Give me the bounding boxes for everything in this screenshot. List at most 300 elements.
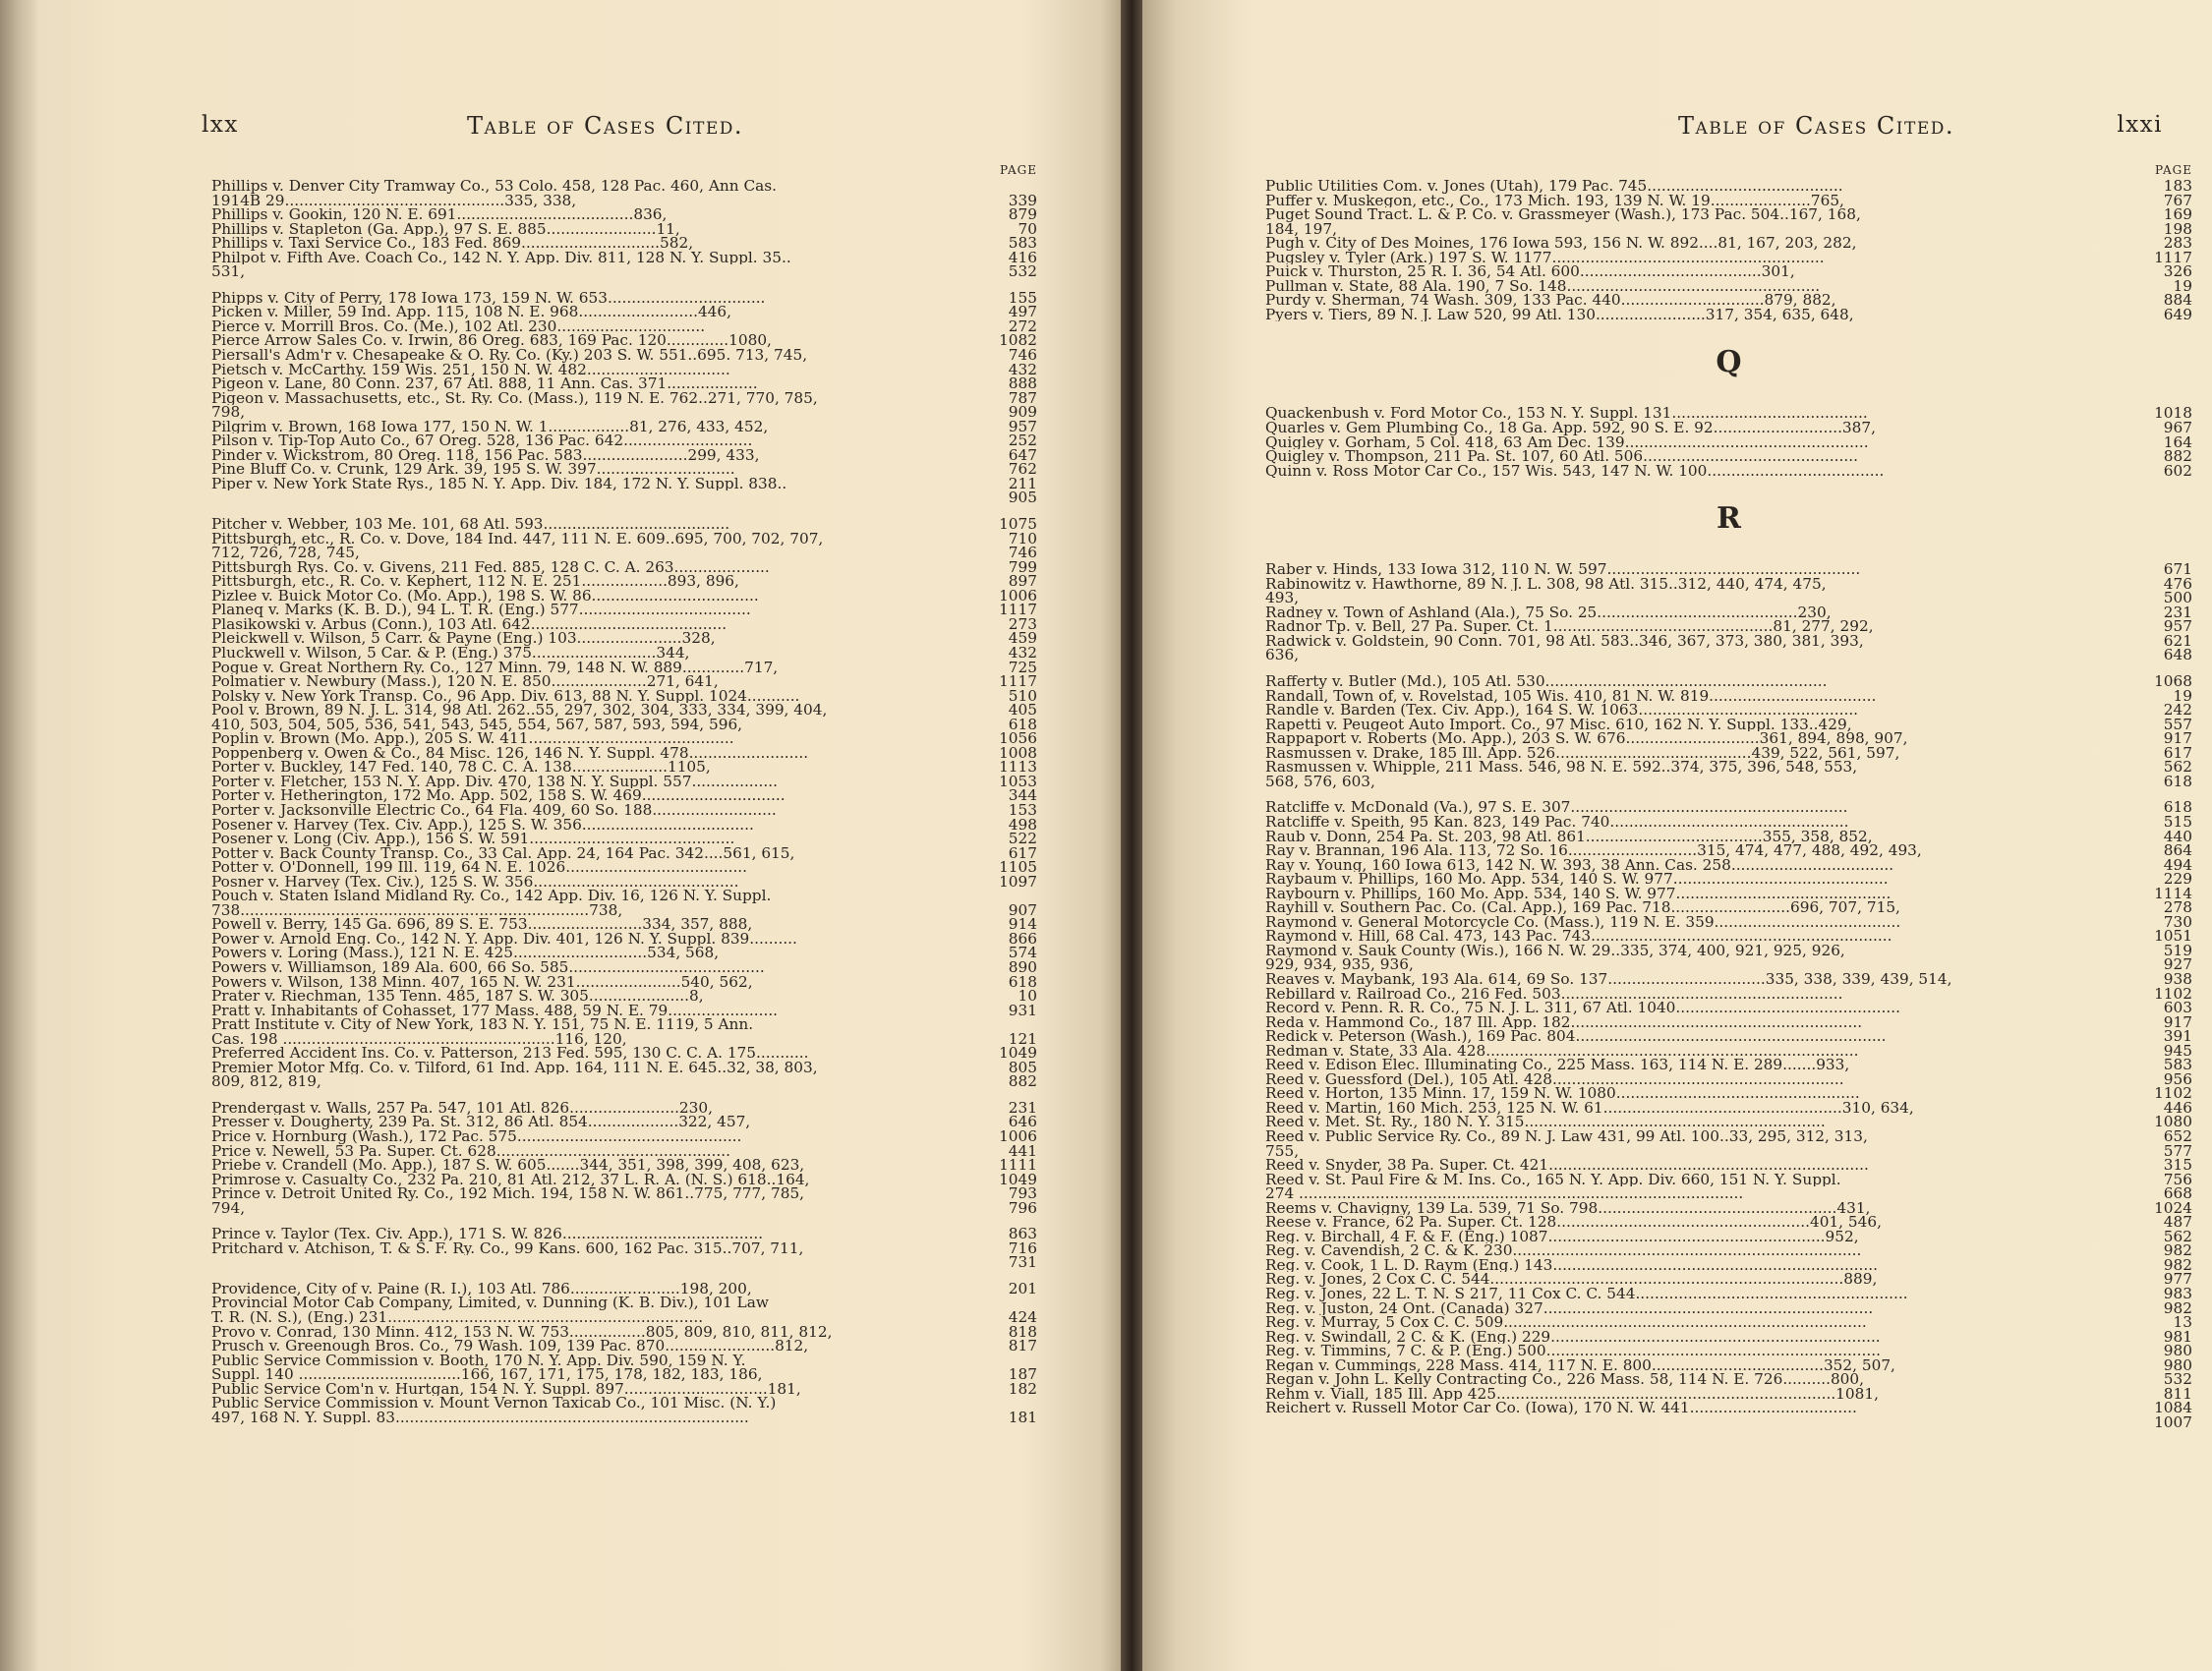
page-reference: 1097 [999,872,1037,891]
case-entry [211,529,1037,547]
case-entry [211,603,1037,617]
case-citation: Porter v. Buckley, 147 Fed. 140, 78 C. C. A. 138....................1105, [211,760,711,775]
page-reference: 1113 [999,758,1037,777]
case-citation: Pullman v. State, 88 Ala. 190, 7 So. 148..................................................... [1265,278,1821,294]
page-reference: 405 [1008,701,1037,720]
page-reference: 980 [2163,1342,2192,1360]
case-entry [211,946,1037,960]
case-citation: Preferred Accident Ins. Co. v. Patterson, 213 Fed. 595, 130 C. C. A. 175........... [211,1046,809,1061]
page-reference: 767 [2163,191,2192,209]
case-citation: Regan v. Cummings, 228 Mass. 414, 117 N. E. 800....................................352, 507, [1265,1357,1895,1373]
page-reference: 1068 [2154,672,2192,691]
case-entry [1265,1272,2192,1287]
case-entry [1265,574,2192,593]
page-reference: 519 [2163,941,2192,959]
page-reference: 273 [1008,614,1037,633]
page-reference: 905 [1008,489,1037,507]
case-entry [211,288,1037,307]
case-entry [211,1074,1037,1089]
page-reference: 562 [2163,1227,2192,1245]
page-reference: 522 [1008,830,1037,848]
page-reference: 583 [2163,1056,2192,1074]
page-folio: lxxi [2117,112,2163,138]
case-entry [1265,912,2192,931]
page-reference: 19 [2173,276,2192,295]
case-entry [211,929,1037,948]
page-reference: 787 [1008,388,1037,407]
case-citation: Pilson v. Tip-Top Auto Co., 67 Oreg. 528, 136 Pac. 642........................... [211,433,753,448]
page-reference: 1080 [2154,1113,2192,1131]
case-entry [1265,276,2192,295]
case-citation: Raymond v. Sauk County (Wis.), 166 N. W. 29..335, 374, 400, 921, 925, 926, [1265,943,1845,958]
case-entry [211,1001,1037,1019]
case-citation: Radnor Tp. v. Bell, 27 Pa. Super. Ct. 1..............................................81, 277, 292, [1265,619,1874,634]
page-reference: 577 [2163,1141,2192,1160]
page-reference: 884 [2163,291,2192,310]
case-entry [1265,969,2192,988]
page-reference: 557 [2163,715,2192,733]
case-entry [211,674,1037,689]
case-entry [211,1198,1037,1217]
case-entry [1265,1170,2192,1188]
case-citation: Quinn v. Ross Motor Car Co., 157 Wis. 543, 147 N. W. 100..................................... [1265,463,1885,479]
page-reference: 440 [2163,827,2192,845]
case-entry [1265,1069,2192,1088]
page-reference: 982 [2163,1241,2192,1260]
case-entry [211,557,1037,576]
page-reference: 229 [2163,870,2192,889]
case-citation: Radney v. Town of Ashland (Ala.), 75 So. 25..........................................230, [1265,605,1832,620]
case-citation: Phillips v. Stapleton (Ga. App.), 97 S. E. 885.......................11, [211,221,680,237]
page-reference: 510 [1008,686,1037,705]
case-citation: Pluckwell v. Wilson, 5 Car. & P. (Eng.) 375..........................344, [211,645,690,661]
case-entry [211,1029,1037,1048]
case-entry [1265,1384,2192,1403]
case-citation: Pigeon v. Massachusetts, etc., St. Ry. Co. (Mass.), 119 N. E. 762..271, 770, 785, [211,390,818,406]
case-citation: Phipps v. City of Perry, 178 Iowa 173, 159 N. W. 653................................. [211,290,766,306]
case-citation: Pilgrim v. Brown, 168 Iowa 177, 150 N. W. 1.................81, 276, 433, 452, [211,419,769,434]
case-citation: 755, [1265,1143,1300,1159]
case-entry [1265,432,2192,451]
case-citation: Reg. v. Cavendish, 2 C. & K. 230......................................................................... [1265,1243,1862,1258]
page-reference: 1049 [999,1044,1037,1063]
case-citation: Potter v. O'Donnell, 199 Ill. 119, 64 N. E. 1026...................................... [211,860,748,875]
page-reference: 756 [2163,1170,2192,1188]
case-entry [1265,1287,2192,1301]
case-entry [1265,1344,2192,1358]
page-reference: 907 [1008,900,1037,919]
case-citation: Ratcliffe v. Speith, 95 Kan. 823, 149 Pac. 740.................................................. [1265,814,1849,830]
case-entry [1265,715,2192,733]
case-citation: Rasmussen v. Whipple, 211 Mass. 546, 98 N. E. 592..374, 375, 396, 548, 553, [1265,760,1858,775]
page-reference: 459 [1008,629,1037,648]
case-citation: T. R. (N. S.), (Eng.) 231.................................................................. [211,1310,704,1325]
case-citation: Powers v. Loring (Mass.), 121 N. E. 425............................534, 568, [211,946,720,960]
case-entry [211,1279,1037,1297]
page-reference: 799 [1008,557,1037,576]
page-reference: 957 [2163,617,2192,636]
page-reference: 716 [1008,1239,1037,1257]
page-reference: 1084 [2154,1399,2192,1417]
case-citation: Regan v. John L. Kelly Contracting Co., 226 Mass. 58, 114 N. E. 726..........800, [1265,1372,1865,1387]
case-citation: Prendergast v. Walls, 257 Pa. 547, 101 Atl. 826.......................230, [211,1100,713,1116]
case-entry [211,686,1037,705]
page-reference: 982 [2163,1255,2192,1274]
case-entry [211,319,1037,334]
case-citation: Reems v. Chavigny, 139 La. 539, 71 So. 798..................................................431, [1265,1200,1871,1216]
case-entry [211,445,1037,464]
case-entry [211,743,1037,762]
page-reference: 1075 [999,515,1037,534]
case-entry [211,360,1037,378]
book-gutter [1121,0,1142,1671]
page-reference: 648 [2163,646,2192,664]
case-entry [1265,1141,2192,1160]
page-reference: 283 [2163,234,2192,253]
case-citation: Rasmussen v. Drake, 185 Ill. App. 526.........................................439, 522, 561, 597, [1265,745,1900,761]
case-entry [211,643,1037,662]
case-citation: Reed v. Martin, 160 Mich. 253, 125 N. W. 61..................................................310, 634, [1265,1100,1914,1116]
case-entry [1265,1098,2192,1117]
case-citation: Price v. Hornburg (Wash.), 172 Pac. 575............................................... [211,1129,742,1144]
case-citation: Reg. v. Jones, 2 Cox C. C. 544..........................................................................889, [1265,1272,1878,1287]
page-reference: 70 [1018,219,1037,238]
case-entry [211,1129,1037,1144]
page-reference: 211 [1008,474,1037,492]
case-entry [211,517,1037,532]
case-citation: Rafferty v. Butler (Md.), 105 Atl. 530........................................................... [1265,674,1828,689]
case-entry [211,614,1037,633]
case-entry [211,1227,1037,1241]
case-entry [211,760,1037,775]
page-reference: 13 [2173,1313,2192,1332]
page-reference: 671 [2163,560,2192,579]
case-entry [1265,179,2192,194]
case-entry [211,348,1037,363]
case-entry [1265,236,2192,251]
case-entry [1265,1372,2192,1387]
page-reference: 1105 [999,858,1037,877]
case-citation: Pinder v. Wickstrom, 80 Oreg. 118, 156 Pac. 583......................299, 433, [211,447,760,463]
running-title: Table of Cases Cited. [1678,112,1955,140]
page-reference: 1024 [2154,1198,2192,1217]
page-reference: 793 [1008,1184,1037,1203]
case-citation: Piper v. New York State Rys., 185 N. Y. App. Div. 184, 172 N. Y. Suppl. 838.. [211,476,787,491]
case-citation: Public Service Commission v. Booth, 170 N. Y. App. Div. 590, 159 N. Y. [211,1353,746,1368]
case-citation: Reg. v. Juston, 24 Ont. (Canada) 327..................................................................... [1265,1300,1874,1316]
case-entry [1265,1029,2192,1044]
page-reference: 574 [1008,944,1037,962]
page-reference: 441 [1008,1141,1037,1160]
case-entry [211,1115,1037,1129]
page-reference: 897 [1008,572,1037,591]
case-citation: Reed v. Horton, 135 Minn. 17, 159 N. W. 1080................................................... [1265,1086,1860,1101]
page-reference: 19 [2173,686,2192,705]
case-entry [1265,1401,2192,1415]
case-citation: Porter v. Hetherington, 172 Mo. App. 502, 158 S. W. 469.............................. [211,788,786,803]
case-entry [211,248,1037,266]
case-entry [1265,1115,2192,1129]
case-citation: Raymond v. Hill, 68 Cal. 473, 143 Pac. 743............................................................... [1265,929,1892,944]
case-entry [211,843,1037,862]
page-reference: 315 [2163,1156,2192,1175]
case-citation: Pratt Institute v. City of New York, 183 N. Y. 151, 75 N. E. 1119, 5 Ann. [211,1017,754,1032]
case-entry [1265,941,2192,959]
case-entry [211,917,1037,932]
page-reference: 938 [2163,969,2192,988]
page-reference: 1102 [2154,984,2192,1003]
page-reference: 515 [2163,812,2192,831]
case-entry [211,264,1037,279]
page-reference: 981 [2163,1327,2192,1346]
case-citation: Phillips v. Denver City Tramway Co., 53 Colo. 458, 128 Pac. 460, Ann Cas. [211,179,778,194]
page-reference: 762 [1008,460,1037,479]
case-entry [211,1046,1037,1061]
case-citation: Reg. v. Murray, 5 Cox C. C. 509............................................................................ [1265,1315,1867,1330]
page-reference: 668 [2163,1184,2192,1203]
case-citation: Reed v. Edison Elec. Illuminating Co., 225 Mass. 163, 114 N. E. 289.......933, [1265,1058,1850,1072]
case-citation: Pierce Arrow Sales Co. v. Irwin, 86 Oreg. 683, 169 Pac. 120.............1080, [211,333,772,349]
case-entry [1265,1001,2192,1015]
case-citation: Puick v. Thurston, 25 R. I. 36, 54 Atl. 600......................................301, [1265,264,1795,279]
case-entry [1265,1315,2192,1330]
case-entry [1265,305,2192,323]
page-reference: 617 [2163,743,2192,762]
case-entry [1265,1186,2192,1201]
page-reference: 746 [1008,544,1037,562]
case-entry [1265,772,2192,790]
page-reference: 532 [2163,1370,2192,1389]
case-entry [211,490,1037,505]
case-citation: Premier Motor Mfg. Co. v. Tilford, 61 Ind. App. 164, 111 N. E. 645..32, 38, 803, [211,1060,818,1075]
page-reference: 1114 [2154,884,2192,902]
case-citation: Planeq v. Marks (K. B. D.), 94 L. T. R. (Eng.) 577.................................... [211,603,751,617]
case-entry [1265,1243,2192,1258]
page-reference: 805 [1008,1058,1037,1076]
case-citation: Suppl. 140 ..................................166, 167, 171, 175, 178, 182, 183, 186, [211,1367,763,1382]
case-citation: Record v. Penn. R. R. Co., 75 N. J. L. 311, 67 Atl. 1040............................................... [1265,1001,1900,1015]
case-citation: Puget Sound Tract. L. & P. Co. v. Grassmeyer (Wash.), 173 Pac. 504..167, 168, [1265,207,1861,222]
case-entry [211,405,1037,420]
case-citation: Raybaum v. Phillips, 160 Mo. App. 534, 140 S. W. 977............................................. [1265,872,1889,887]
case-citation: 1914B 29..............................................335, 338, [211,193,577,208]
case-citation: Posener v. Long (Civ. App.), 156 S. W. 591........................................... [211,832,735,846]
case-entry [1265,731,2192,746]
case-citation: Raber v. Hinds, 133 Iowa 312, 110 N. W. 597..................................................... [1265,562,1861,577]
case-citation: Pittsburgh, etc., R. Co. v. Dove, 184 Ind. 447, 111 N. E. 609..695, 700, 702, 707, [211,531,824,547]
page-reference: 182 [1008,1379,1037,1398]
case-citation: Priebe v. Crandell (Mo. App.), 187 S. W. 605.......344, 351, 398, 399, 408, 623, [211,1158,805,1173]
case-citation: 568, 576, 603, [1265,774,1375,789]
case-entry [211,1170,1037,1188]
page-reference: 1117 [999,601,1037,619]
case-citation: Pritchard v. Atchison, T. & S. F. Ry. Co., 99 Kans. 600, 162 Pac. 315..707, 711, [211,1240,804,1256]
case-citation: 531, [211,264,246,279]
case-entry [1265,703,2192,718]
case-entry [1265,984,2192,1003]
page-reference: 983 [2163,1285,2192,1302]
case-entry [1265,421,2192,435]
page-reference: 339 [1008,191,1037,209]
case-entry [1265,855,2192,874]
case-entry [1265,619,2192,634]
case-entry [211,889,1037,903]
case-citation: Reg. v. Timmins, 7 C. & P. (Eng.) 500...................................................................... [1265,1344,1881,1358]
case-list [1265,179,2192,321]
case-citation: Reed v. St. Paul Fire & M. Ins. Co., 165 N. Y. App. Div. 660, 151 N. Y. Suppl. [1265,1172,1841,1187]
case-citation: Ratcliffe v. McDonald (Va.), 97 S. E. 307.......................................................... [1265,800,1848,815]
case-citation: 184, 197, [1265,221,1337,237]
page-reference: 1018 [2154,404,2192,423]
page-reference: 1056 [999,729,1037,748]
case-citation: Philpot v. Fifth Ave. Coach Co., 142 N. Y. App. Div. 811, 128 N. Y. Suppl. 35.. [211,250,791,265]
case-entry [1265,1086,2192,1101]
case-citation: Pizlee v. Buick Motor Co. (Mo. App.), 198 S. W. 86................................... [211,588,759,604]
case-entry [1265,957,2192,972]
page-reference: 882 [2163,447,2192,466]
page-reference: 183 [2163,177,2192,195]
case-entry [211,586,1037,605]
page-reference: 153 [1008,800,1037,819]
case-entry [1265,760,2192,775]
case-entry [211,1098,1037,1117]
case-entry [1265,1041,2192,1060]
page-reference: 344 [1008,786,1037,805]
case-entry [1265,191,2192,209]
page-reference: 649 [2163,305,2192,323]
page-reference: 121 [1008,1029,1037,1048]
case-citation: Rehm v. Viall, 185 Ill. App 425.......................................................................1081, [1265,1386,1879,1402]
case-entry [1265,591,2192,605]
case-citation: Rappaport v. Roberts (Mo. App.), 203 S. W. 676............................361, 894, 898, 907, [1265,731,1908,746]
case-citation: Rabinowitz v. Hawthorne, 89 N. J. L. 308, 98 Atl. 315..312, 440, 474, 475, [1265,576,1827,592]
case-entry [1265,406,2192,421]
case-entry [1265,1215,2192,1230]
case-citation: Reg. v. Jones, 22 L. T. N. S 217, 11 Cox C. C. 544......................................................... [1265,1287,1908,1301]
case-entry [1265,884,2192,902]
case-citation: Reg. v. Birchall, 4 F. & F. (Eng.) 1087..........................................................952, [1265,1229,1859,1244]
case-citation: Reg. v. Cook, 1 L. D. Raym (Eng.) 143.................................................................... [1265,1257,1878,1273]
case-citation: Prince v. Taylor (Tex. Civ. App.), 171 S. W. 826.......................................... [211,1227,764,1241]
case-entry [211,1296,1037,1310]
page-reference: 957 [1008,417,1037,435]
case-citation: Rapetti v. Peugeot Auto Import. Co., 97 Misc. 610, 162 N. Y. Suppl. 133..429, [1265,717,1852,732]
case-entry [211,333,1037,348]
case-citation: Pugsley v. Tyler (Ark.) 197 S. W. 1177......................................................... [1265,250,1825,265]
page-reference: 1008 [999,743,1037,762]
page-reference: 888 [1008,375,1037,393]
case-entry [211,1058,1037,1076]
case-entry [211,731,1037,746]
case-citation: 809, 812, 819, [211,1074,321,1089]
case-citation: Polsky v. New York Transp. Co., 96 App. Div. 613, 88 N. Y. Suppl. 1024........... [211,688,800,704]
page-reference: 811 [2163,1384,2192,1403]
case-citation: 794, [211,1200,246,1216]
case-entry [211,772,1037,790]
page-column-label: PAGE [1000,163,1037,177]
case-citation: 738.........................................................................738, [211,902,623,918]
page-reference: 917 [2163,729,2192,748]
case-entry [211,860,1037,875]
page-reference: 416 [1008,248,1037,266]
case-entry [211,1379,1037,1398]
case-citation: Rayhill v. Southern Pac. Co. (Cal. App.), 169 Pac. 718.........................696, 707, 715, [1265,900,1900,915]
case-citation: 410, 503, 504, 505, 536, 541, 543, 545, 554, 567, 587, 593, 594, 596, [211,717,743,732]
case-entry [1265,1298,2192,1317]
page-column-label: PAGE [2155,163,2192,177]
page-reference: 931 [1008,1001,1037,1019]
case-citation: Cas. 198 .........................................................116, 120, [211,1031,627,1047]
case-entry [211,305,1037,319]
case-entry [1265,800,2192,815]
page-reference: 796 [1008,1198,1037,1217]
case-citation: Radwick v. Goldstein, 90 Conn. 701, 98 Atl. 583..346, 367, 373, 380, 381, 393, [1265,633,1864,649]
case-list [1265,562,2192,1429]
case-entry [1265,1158,2192,1173]
case-entry [1265,743,2192,762]
case-entry [211,1158,1037,1173]
case-entry [1265,812,2192,831]
case-citation: Public Service Commission v. Mount Vernon Taxicab Co., 101 Misc. (N. Y.) [211,1396,777,1411]
page-reference: 1006 [999,586,1037,605]
page-reference: 272 [1008,317,1037,335]
case-citation: 798, [211,405,246,420]
case-entry [1265,264,2192,279]
page-reference: 1117 [2154,248,2192,266]
page-reference: 945 [2163,1041,2192,1060]
case-entry [1265,1012,2192,1031]
case-citation: Raymond v. General Motorcycle Co. (Mass.), 119 N. E. 359....................................... [1265,914,1901,930]
case-citation: Phillips v. Taxi Service Co., 183 Fed. 869.............................582, [211,236,694,251]
case-citation: Poppenberg v. Owen & Co., 84 Misc. 126, 146 N. Y. Suppl. 478......................... [211,745,809,761]
page-reference: 647 [1008,445,1037,464]
case-citation: Reda v. Hammond Co., 187 Ill. App. 182............................................................. [1265,1014,1863,1030]
page-reference: 476 [2163,574,2192,593]
page-reference: 746 [1008,346,1037,365]
case-citation: 929, 934, 935, 936, [1265,957,1414,972]
case-entry [211,574,1037,589]
case-entry [211,815,1037,834]
page-reference: 817 [1008,1337,1037,1355]
case-entry [1265,1058,2192,1072]
case-citation: Purdy v. Sherman, 74 Wash. 309, 133 Pac. 440..............................879, 882, [1265,293,1836,308]
page-reference: 646 [1008,1113,1037,1131]
case-citation: Redick v. Peterson (Wash.), 169 Pac. 804................................................................. [1265,1029,1887,1044]
case-entry [211,376,1037,391]
case-entry [1265,929,2192,944]
case-citation: Phillips v. Gookin, 120 N. E. 691.....................................836, [211,207,668,222]
case-entry [1265,293,2192,308]
page-reference: 278 [2163,898,2192,917]
case-citation: Picken v. Miller, 59 Ind. App. 115, 108 N. E. 968.........................446, [211,305,732,319]
case-entry [1265,605,2192,620]
case-citation: Power v. Arnold Eng. Co., 142 N. Y. App. Div. 401, 126 N. Y. Suppl. 839.......... [211,931,797,947]
page-reference: 532 [1008,262,1037,281]
page-reference: 890 [1008,957,1037,976]
case-citation: Pietsch v. McCarthy. 159 Wis. 251, 150 N. W. 482.............................. [211,362,730,377]
case-citation: Pratt v. Inhabitants of Cohasset, 177 Mass. 488, 59 N. E. 79....................... [211,1003,779,1018]
case-citation: Reed v. Met. St. Ry., 180 N. Y. 315............................................................... [1265,1115,1826,1129]
case-entry [1265,686,2192,705]
page-reference: 181 [1008,1408,1037,1426]
page-reference: 446 [2163,1098,2192,1117]
page-reference: 980 [2163,1355,2192,1374]
page-reference: 731 [1008,1253,1037,1272]
case-citation: Quigley v. Thompson, 211 Pa. St. 107, 60 Atl. 506............................................. [1265,449,1858,464]
case-entry [1265,1198,2192,1217]
page-edge-shadow [0,0,37,1671]
page-reference: 391 [2163,1027,2192,1046]
